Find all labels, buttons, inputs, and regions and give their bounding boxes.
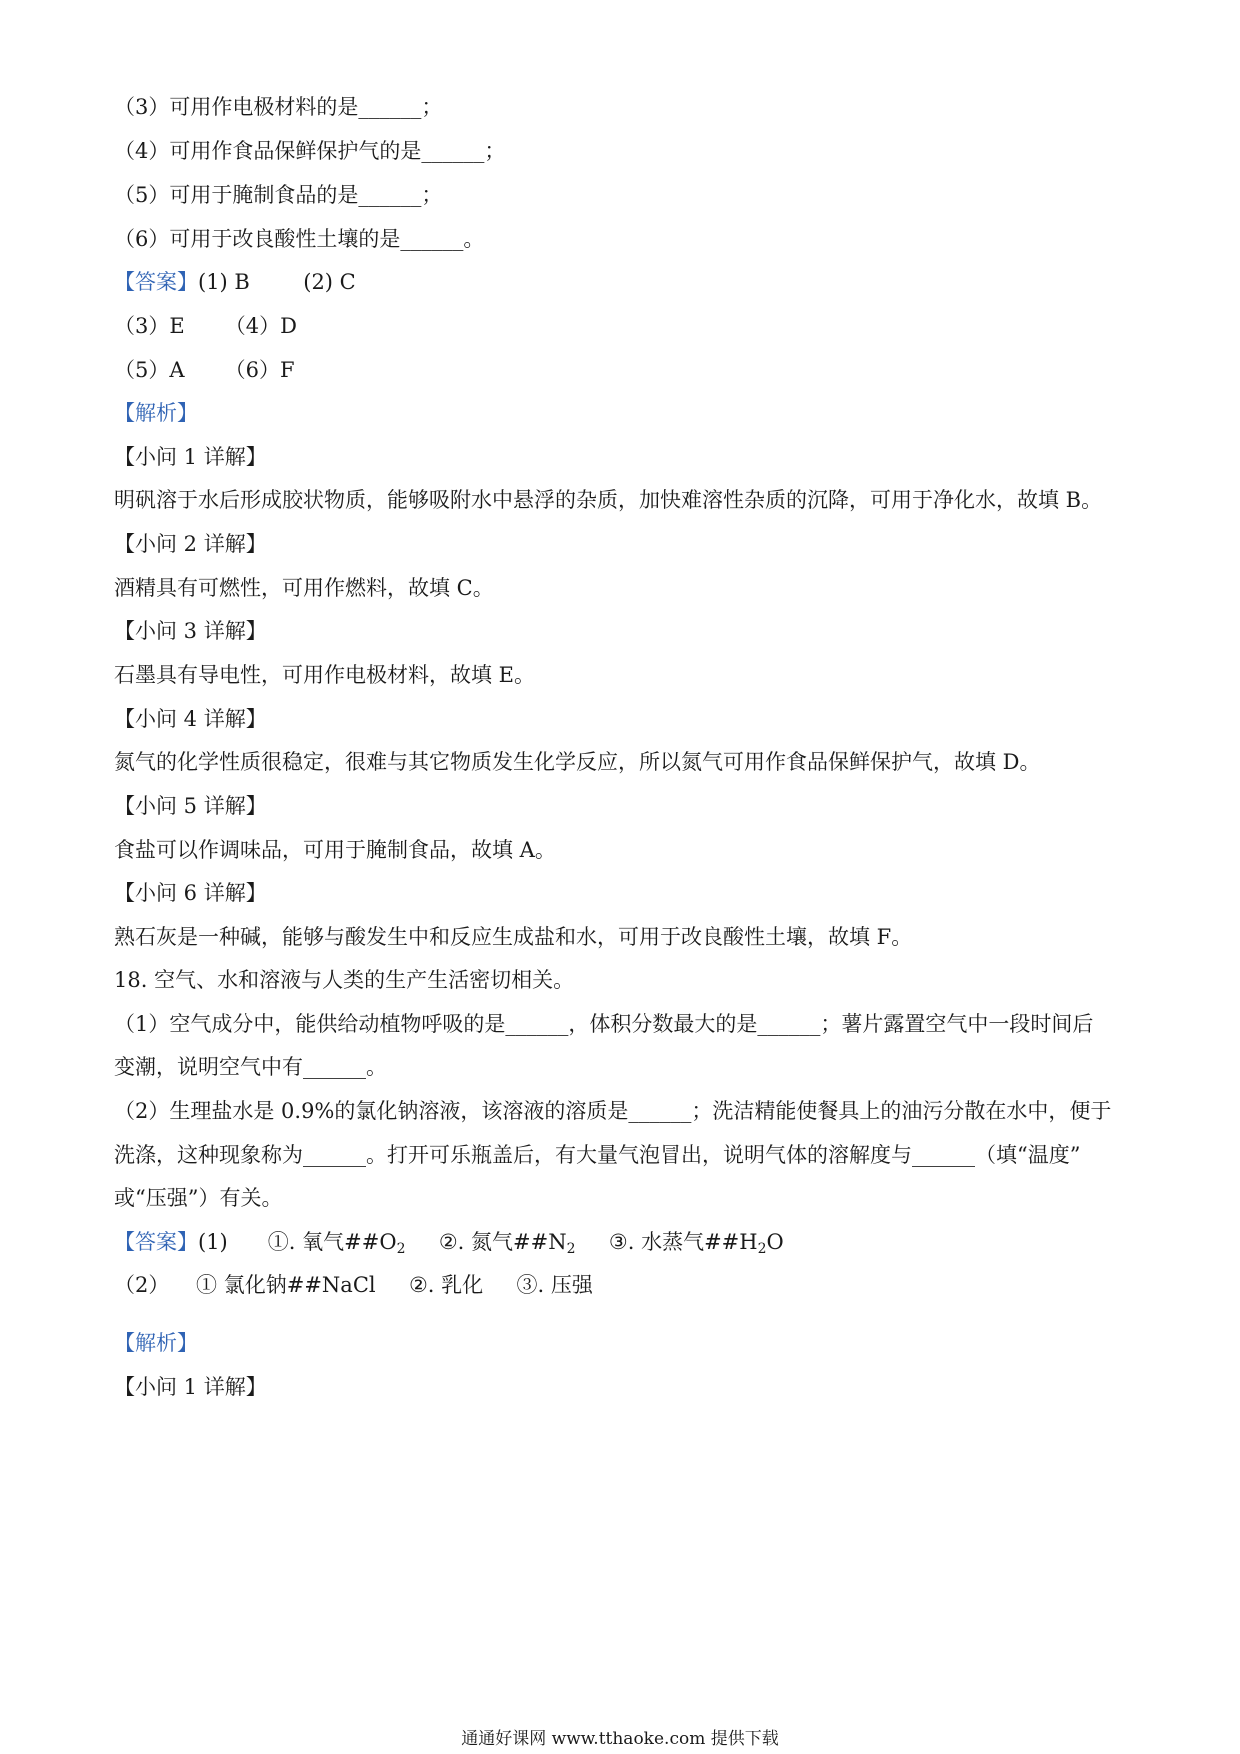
question-item-6: （6）可用于改良酸性土壤的是______。: [114, 227, 485, 251]
answer-text: (1) ①. 氧气##O: [198, 1230, 397, 1254]
answer-text: ②. 氮气##N: [405, 1230, 567, 1254]
subscript: 2: [566, 1241, 576, 1257]
answer-line-2: （3）E （4）D: [114, 314, 297, 338]
subscript: 2: [757, 1241, 767, 1257]
question-18-part2-end: 或“压强”）有关。: [114, 1186, 283, 1210]
answer-line-2: （2） ① 氯化钠##NaCl ②. 乳化 ③. 压强: [114, 1273, 593, 1297]
sub-question-heading: 【小问 3 详解】: [114, 619, 267, 643]
answer-tag: 【答案】: [114, 270, 198, 294]
sub-question-explanation: 氮气的化学性质很稳定，很难与其它物质发生化学反应，所以氮气可用作食品保鲜保护气，故填 D。: [114, 750, 1041, 774]
sub-question-explanation: 食盐可以作调味品，可用于腌制食品，故填 A。: [114, 838, 556, 862]
analysis-tag: 【解析】: [114, 1331, 198, 1355]
page-footer: 通通好课网 www.tthaoke.com 提供下载: [461, 1729, 779, 1749]
sub-question-explanation: 石墨具有导电性，可用作电极材料，故填 E。: [114, 663, 536, 687]
sub-question-heading: 【小问 5 详解】: [114, 794, 267, 818]
sub-question-explanation: 酒精具有可燃性，可用作燃料，故填 C。: [114, 576, 494, 600]
sub-question-heading: 【小问 1 详解】: [114, 1375, 267, 1399]
answer-tag: 【答案】: [114, 1230, 198, 1254]
answer-line-3: （5）A （6）F: [114, 358, 295, 382]
question-item-5: （5）可用于腌制食品的是______；: [114, 183, 443, 207]
question-item-3: （3）可用作电极材料的是______；: [114, 95, 443, 119]
answer-text: ③. 水蒸气##H: [575, 1230, 758, 1254]
answer-line-1: [114, 267, 1134, 297]
answer-text: (1) B (2) C: [198, 270, 356, 294]
sub-question-heading: 【小问 1 详解】: [114, 445, 267, 469]
question-18-part1: （1）空气成分中，能供给动植物呼吸的是______，体积分数最大的是______；薯片露置空气中一段时间后: [114, 1012, 1094, 1036]
question-item-4: （4）可用作食品保鲜保护气的是______；: [114, 139, 506, 163]
analysis-tag: 【解析】: [114, 401, 198, 425]
sub-question-heading: 【小问 2 详解】: [114, 532, 267, 556]
answer-text: O: [766, 1230, 784, 1254]
question-18-part2: （2）生理盐水是 0.9%的氯化钠溶液，该溶液的溶质是______；洗洁精能使餐具上的油污分散在水中，便于: [114, 1099, 1112, 1123]
question-18-title: 18. 空气、水和溶液与人类的生产生活密切相关。: [114, 968, 575, 992]
sub-question-heading: 【小问 4 详解】: [114, 707, 267, 731]
question-18-part1-cont: 变潮，说明空气中有______。: [114, 1055, 387, 1079]
question-18-part2-cont: 洗涤，这种现象称为______。打开可乐瓶盖后，有大量气泡冒出，说明气体的溶解度与______（填“温度”: [114, 1143, 1081, 1167]
answer-line-1: [114, 1227, 1134, 1264]
sub-question-explanation: 熟石灰是一种碱，能够与酸发生中和反应生成盐和水，可用于改良酸性土壤，故填 F。: [114, 925, 913, 949]
subscript: 2: [396, 1241, 406, 1257]
sub-question-heading: 【小问 6 详解】: [114, 881, 267, 905]
sub-question-explanation: 明矾溶于水后形成胶状物质，能够吸附水中悬浮的杂质，加快难溶性杂质的沉降，可用于净化水，故填 B。: [114, 488, 1103, 512]
